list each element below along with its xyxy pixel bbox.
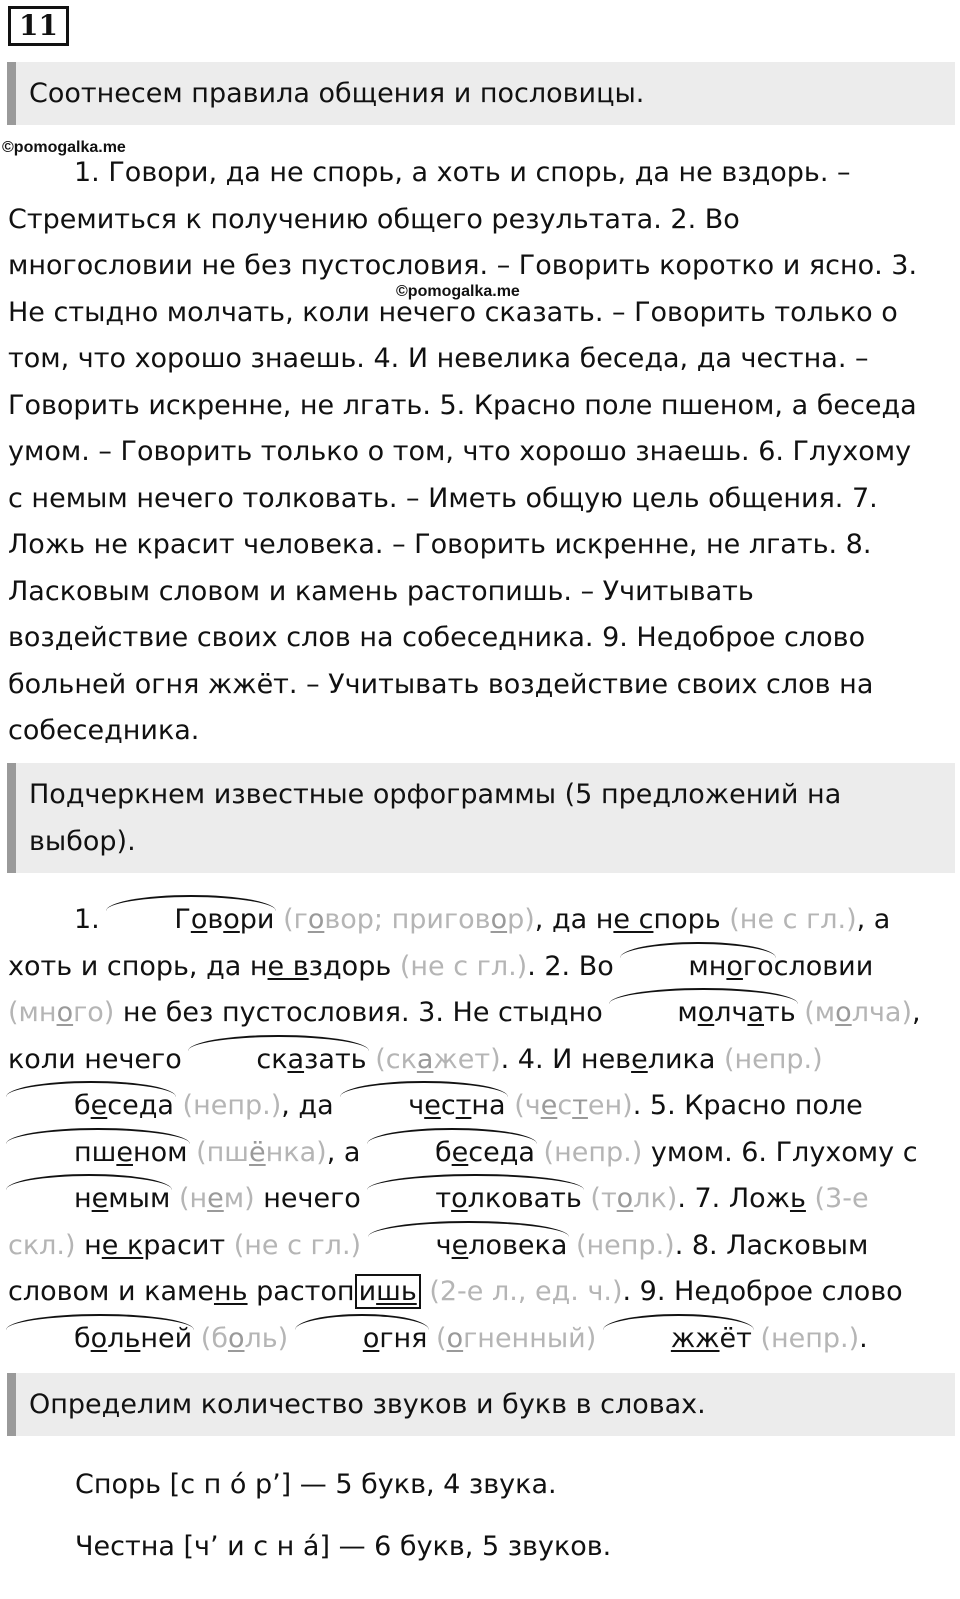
- sounds-line-chestna: Честна [ч’ и с н á] — 6 букв, 5 звуков.: [75, 1531, 612, 1562]
- orthograms-paragraph: 1. Говори (говор; приговор), да не спорь (не с гл.), а хоть и спорь, да не вздорь (не с гл.). 2. Во многословии (много) не без пустословия. 3. Не стыдно молчать (молча), коли нечего сказать (скажет). 4. И невелика (непр.) беседа (непр.), да честна (честен). 5. Красно поле пшеном (пшёнка), а беседа (непр.) умом. 6. Глухому с немым (нем) нечего толковать (толк). 7. Ложь (3-е скл.) не красит (не с гл.) человека (непр.). 8. Ласковым словом и камень растоп ишь (2-е л., ед. ч.). 9. Недоброе слово больней (боль) огня (огненный) жжёт (непр.).: [8, 897, 928, 1362]
- watermark-middle: ©pomogalka.me: [396, 283, 520, 300]
- section-heading-orthograms: Подчеркнем известные орфограммы (5 предложений на выбор).: [7, 763, 955, 873]
- task-number: 11: [8, 6, 69, 46]
- proverbs-rules-paragraph: 1. Говори, да не спорь, а хоть и спорь, да не вздорь. – Стремиться к получению общего результата. 2. Во многословии не без пустословия. – Говорить коротко и ясно. 3. Не стыдно молчать, коли нечего сказать. – Говорить только о том, что хорошо знаешь. 4. И невелика беседа, да честна. – Говорить искренне, не лгать. 5. Красно поле пшеном, а беседа умом. – Говорить только о том, что хорошо знаешь. 6. Глухому с немым нечего толковать. – Иметь общую цель общения. 7. Ложь не красит человека. – Говорить искренне, не лгать. 8. Ласковым словом и камень растопишь. – Учитывать воздействие своих слов на собеседника. 9. Недоброе слово больней огня жжёт. – Учитывать воздействие своих слов на собеседника.: [8, 157, 918, 746]
- sounds-line-spor: Спорь [с п ó р’] — 5 букв, 4 звука.: [75, 1469, 557, 1500]
- section-heading-sounds: Определим количество звуков и букв в словах.: [7, 1373, 955, 1436]
- section-heading-relate: Соотнесем правила общения и пословицы.: [7, 62, 955, 125]
- proverbs-rules-text: [8, 150, 928, 755]
- orthograms-text: [8, 897, 928, 1362]
- watermark-top: ©pomogalka.me: [2, 139, 126, 156]
